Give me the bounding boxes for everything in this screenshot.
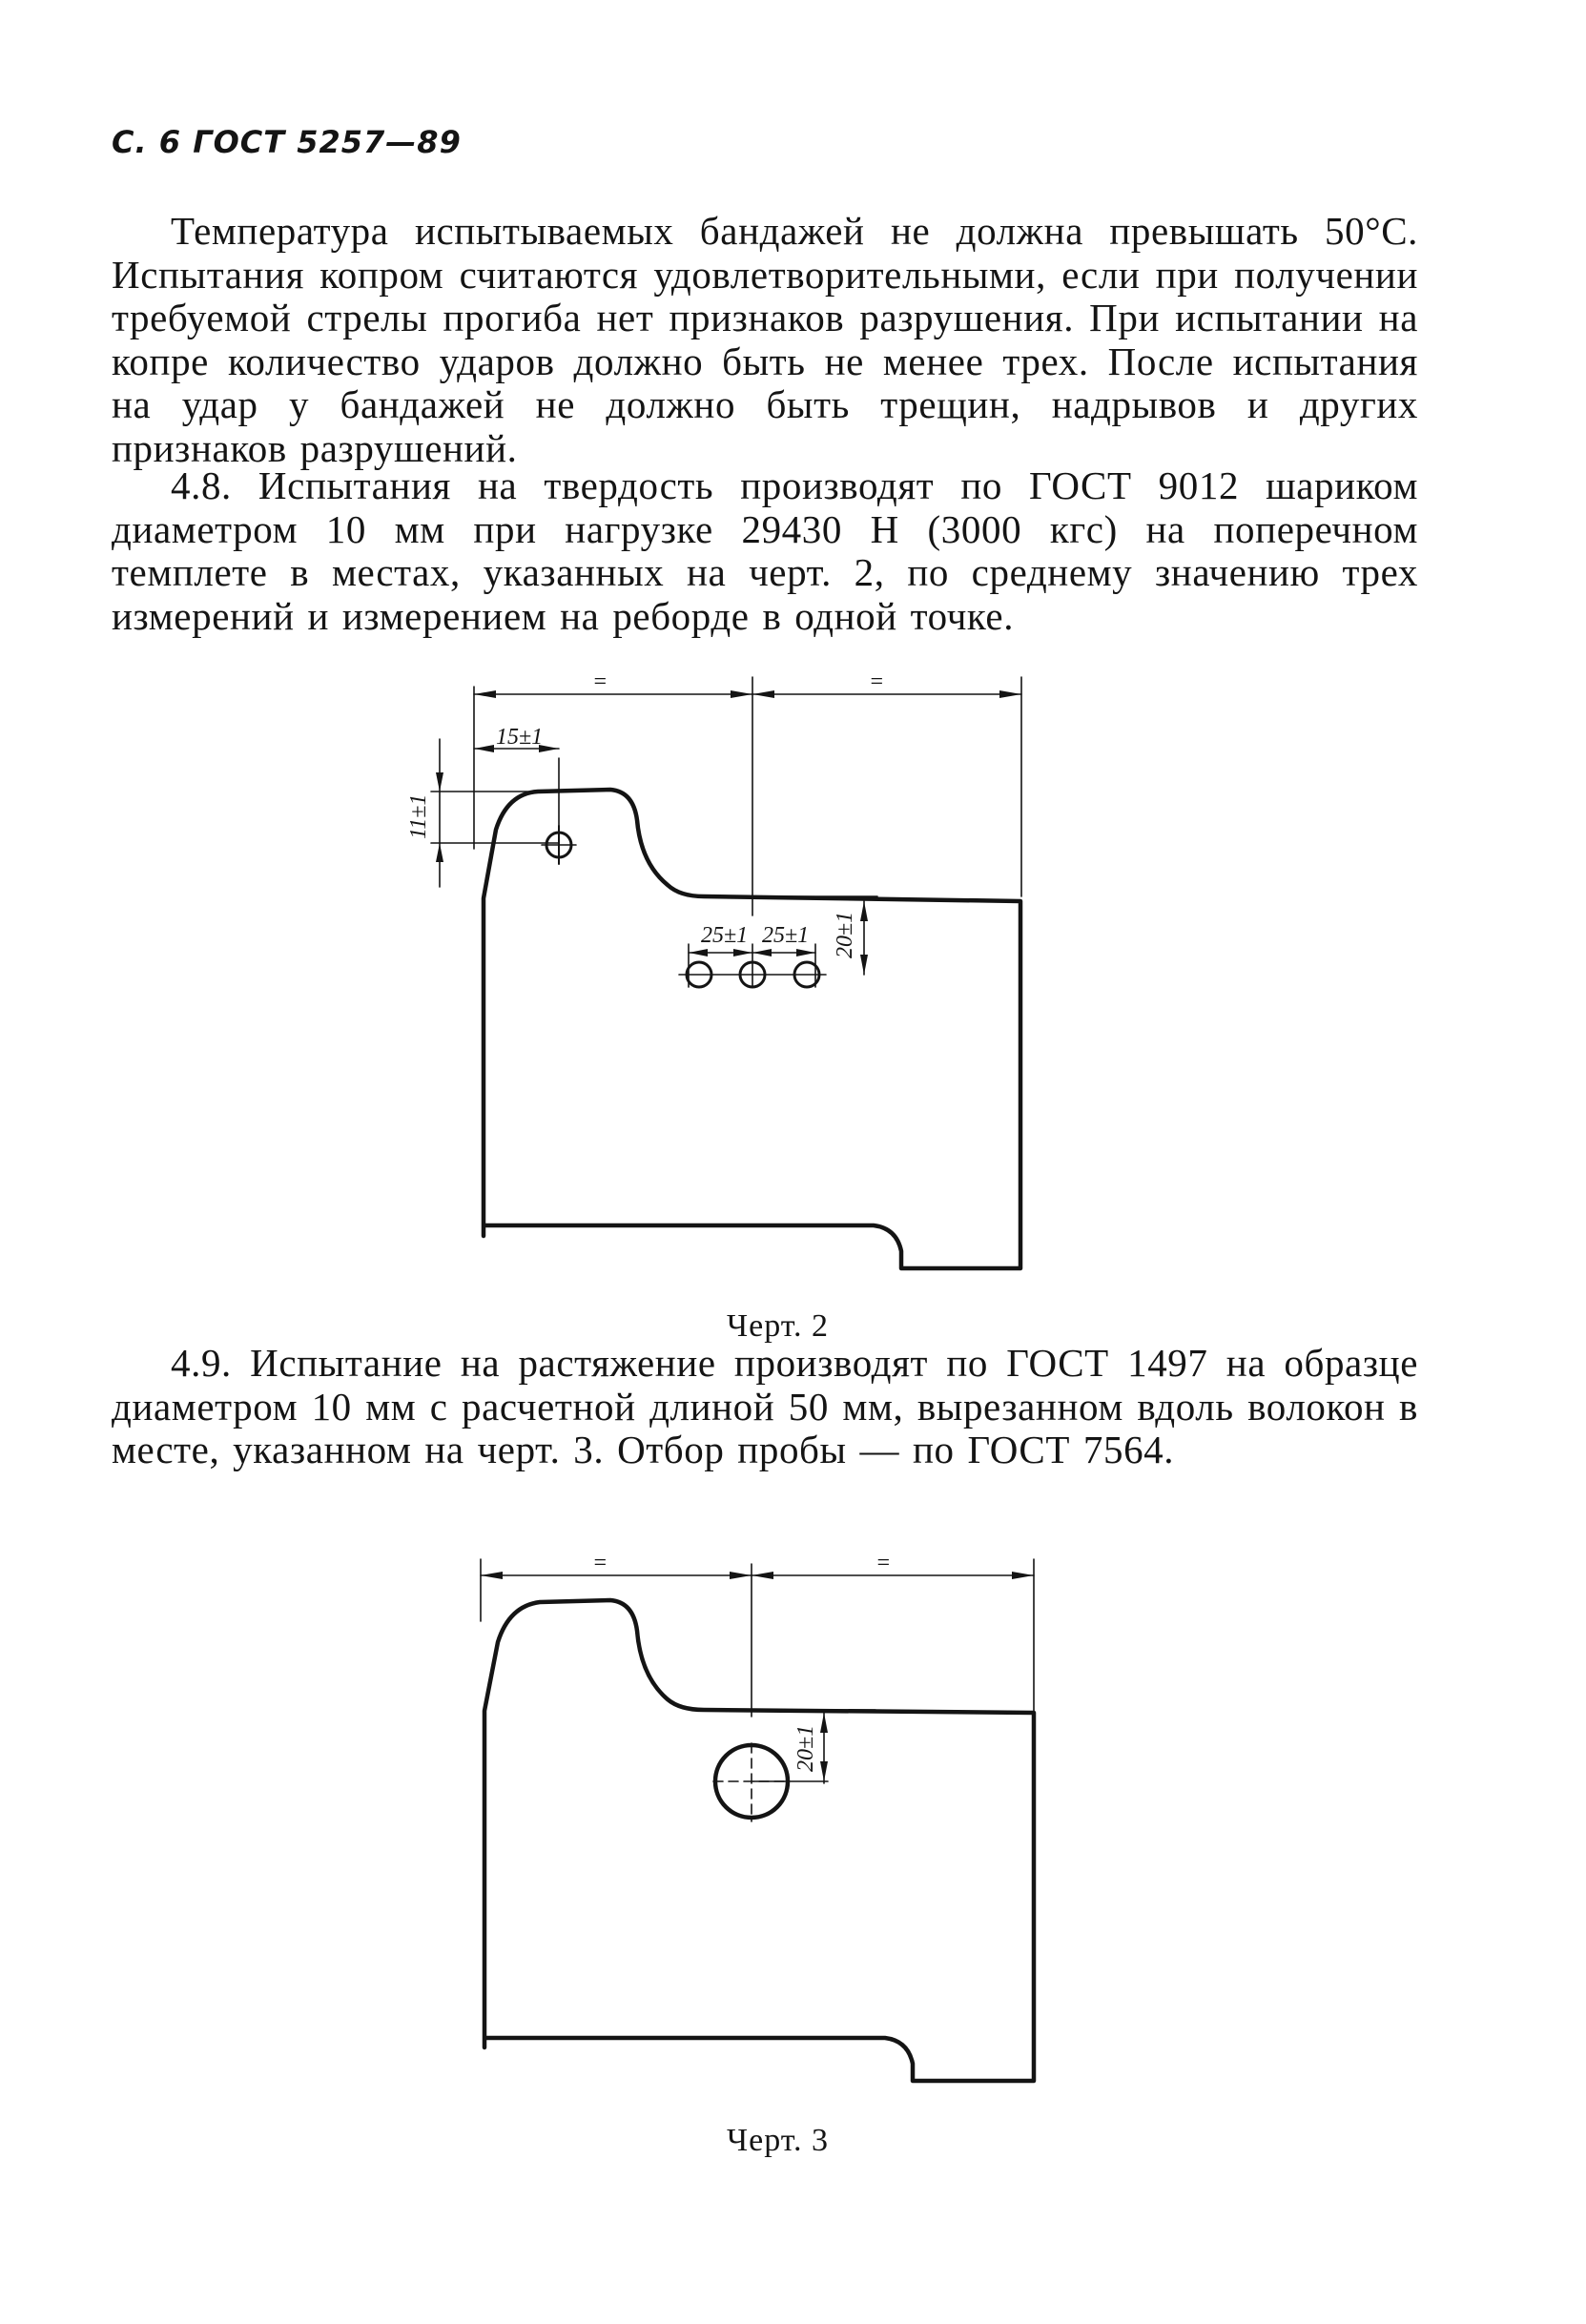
fig2-dim-25a: 25±1 [701,923,749,948]
fig2-dim-25b: 25±1 [762,923,810,948]
figure-2-caption: Черт. 2 [727,1308,830,1344]
fig2-dim-20: 20±1 [833,911,857,958]
fig2-equal-left: = [592,669,608,694]
paragraph-temperature: Температура испытываемых бандажей не должна превышать 50°С. Испытания копром считаются удовлетворительными, если при получении требуемой стрелы прогиба нет признаков разрушения. При испытании на копре количество ударов должно быть не менее трех. После испытания на удар у бандажей не должно быть трещин, надрывов и других признаков разрушений. [112,209,1418,470]
fig2-dim-11: 11±1 [406,793,431,839]
paragraph-4-8: 4.8. Испытания на твердость производят по ГОСТ 9012 шариком диаметром 10 мм при нагрузке 29430 Н (3000 кгс) на поперечном темплете в местах, указанных на черт. 2, по среднему значению трех измерений и измерением на реборде в одной точке. [112,463,1418,638]
fig3-dim-20: 20±1 [793,1724,818,1772]
figure-3-caption: Черт. 3 [727,2123,830,2158]
fig3-equal-left: = [592,1551,608,1575]
paragraph-4-9: 4.9. Испытание на растяжение производят по ГОСТ 1497 на образце диаметром 10 мм с расчетной длиной 50 мм, вырезанном вдоль волокон в месте, указанном на черт. 3. Отбор пробы — по ГОСТ 7564. [112,1341,1418,1471]
fig3-equal-right: = [875,1551,892,1575]
fig2-equal-right: = [869,669,885,694]
page-header: С. 6 ГОСТ 5257—89 [112,124,462,160]
fig2-dim-15: 15±1 [496,725,544,750]
